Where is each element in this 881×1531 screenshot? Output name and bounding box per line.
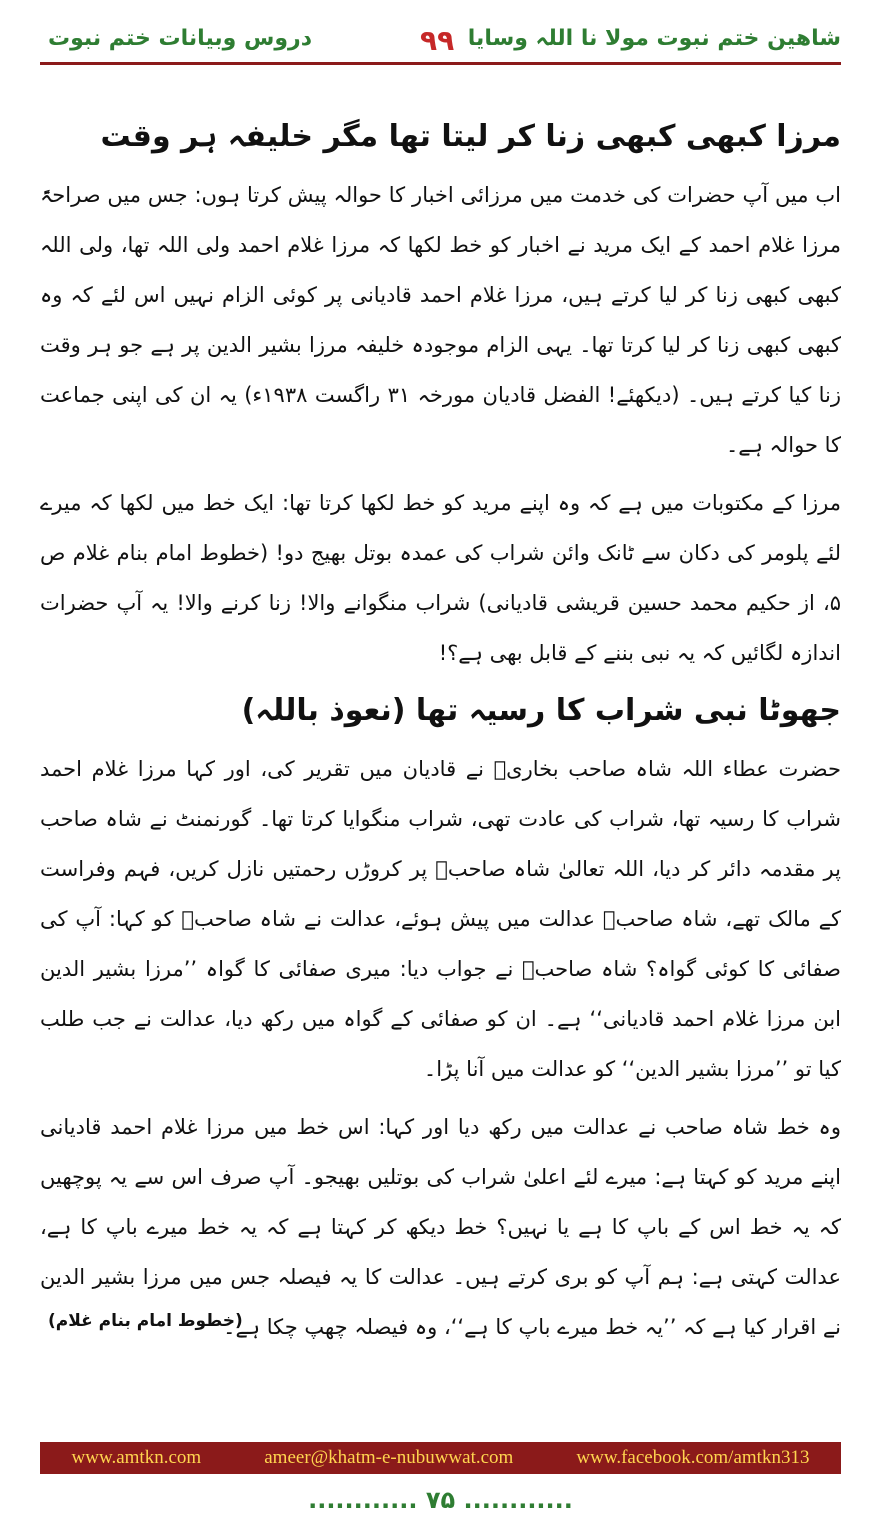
paragraph: حضرت عطاء اللہ شاہ صاحب بخاریؒ نے قادیان میں تقریر کی، اور کہا مرزا غلام احمد شراب کا رسیہ تھا، شراب کی عادت تھی، شراب منگوایا کرتا تھا۔ گورنمنٹ نے شاہ صاحب پر مقدمہ دائر کر دیا، اللہ تعالیٰ شاہ صاحبؒ پر کروڑں رحمتیں نازل کریں، فہم وفراست کے مالک تھے، شاہ صاحبؒ عدالت میں پیش ہوئے، عدالت نے شاہ صاحبؒ کو کہا: آپ کی صفائی کا کوئی گواہ؟ شاہ صاحبؒ نے جواب دیا: میری صفائی کا گواہ ’’مرزا بشیر الدین ابن مرزا غلام احمد قادیانی‘‘ ہے۔ ان کو صفائی کے گواہ میں رکھ دیا، عدالت نے جب طلب کیا تو ’’مرزا بشیر الدین‘‘ کو عدالت میں آنا پڑا۔	[40, 757, 841, 1081]
header-page-number: ۹۹	[419, 24, 455, 57]
page-body	[40, 110, 841, 1352]
footer-email-link[interactable]: ameer@khatm-e-nubuwwat.com	[264, 1447, 514, 1468]
header-book-title: دروس وبیانات ختم نبوت	[48, 26, 312, 51]
footer-website-link[interactable]: www.amtkn.com	[71, 1447, 202, 1468]
page-header	[40, 24, 841, 60]
header-author: شاھین ختم نبوت مولا نا اللہ وسایا	[467, 26, 841, 51]
footer-page-number: ............ ۷۵ ............	[308, 1486, 573, 1514]
header-rule	[40, 62, 841, 65]
paragraph: مرزا کے مکتوبات میں ہے کہ وہ اپنے مرید کو خط لکھا کرتا تھا: ایک خط میں لکھا کہ میرے لئے پلومر کی دکان سے ٹانک وائن شراب کی عمدہ بوتل بھیج دو! (خطوط امام بنام غلام ص ۵، از حکیم محمد حسین قریشی قادیانی) شراب منگوانے والا! زنا کرنے والا! یہ آپ حضرات اندازہ لگائیں کہ یہ نبی بننے کے قابل بھی ہے؟!	[40, 491, 841, 665]
paragraph	[40, 1102, 841, 1352]
paragraph-text: وہ خط شاہ صاحب نے عدالت میں رکھ دیا اور کہا: اس خط میں مرزا غلام احمد قادیانی اپنے مرید کو کہتا ہے: میرے لئے اعلیٰ شراب کی بوتلیں بھیجو۔ آپ صرف اس سے یہ پوچھیں کہ یہ خط اس کے باپ کا ہے یا نہیں؟ خط دیکھ کر کہتا ہے کہ یہ خط میرے باپ کا ہے، عدالت کہتی ہے: ہم آپ کو بری کرتے ہیں۔ عدالت کا یہ فیصلہ جس میں مرزا بشیر الدین نے اقرار کیا ہے کہ ’’یہ خط میرے باپ کا ہے‘‘، وہ فیصلہ چھپ چکا ہے۔	[40, 1115, 841, 1339]
section-heading: جھوٹا نبی شراب کا رسیہ تھا (نعوذ باللہ)	[241, 693, 841, 728]
paragraph: اب میں آپ حضرات کی خدمت میں مرزائی اخبار کا حوالہ پیش کرتا ہوں: جس میں صراحۃً مرزا غلام احمد کے ایک مرید نے اخبار کو خط لکھا کہ مرزا غلام احمد ولی اللہ تھا، ولی اللہ کبھی کبھی زنا کر لیا کرتے ہیں، مرزا غلام احمد قادیانی پر کوئی الزام نہیں اس لئے کہ وہ کبھی کبھی زنا کر لیا کرتا تھا۔ یہی الزام موجودہ خلیفہ مرزا بشیر الدین پر ہے جو ہر وقت زنا کیا کرتے ہیں۔ (دیکھئے! الفضل قادیان مورخہ ۳۱ راگست ۱۹۳۸ء) یہ ان کی اپنی جماعت کا حوالہ ہے۔	[40, 183, 841, 457]
reference-citation: (خطوط امام بنام غلام)	[48, 1311, 243, 1331]
section-heading: مرزا کبھی کبھی زنا کر لیتا تھا مگر خلیفہ ہر وقت	[100, 119, 841, 154]
footer-bar	[40, 1442, 841, 1474]
footer-facebook-link[interactable]: www.facebook.com/amtkn313	[576, 1447, 810, 1468]
